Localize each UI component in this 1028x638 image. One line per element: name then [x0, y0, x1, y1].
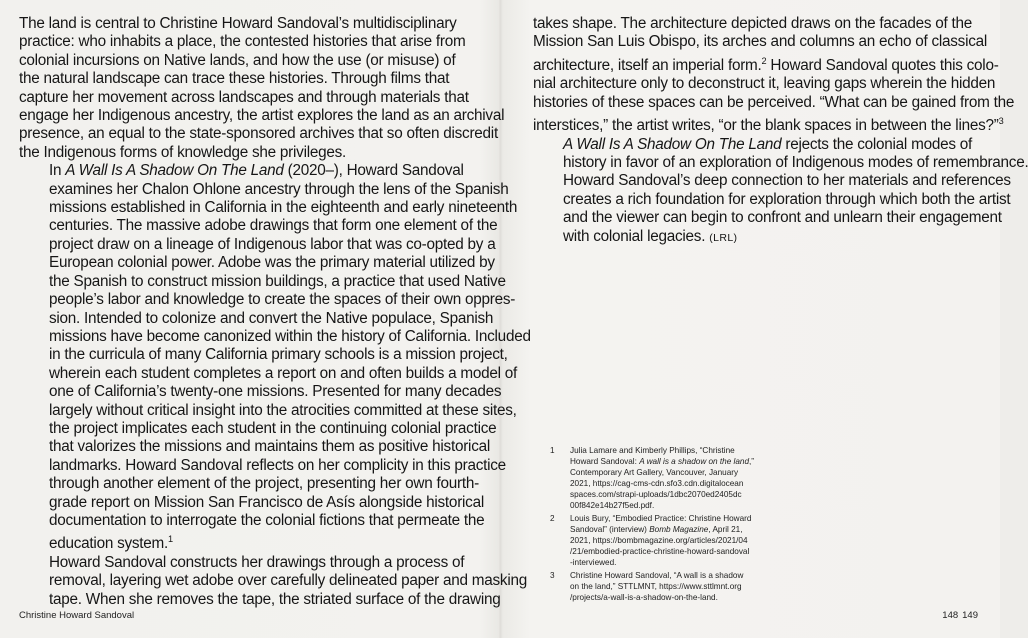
author-initials: (LRL): [709, 231, 738, 244]
text-line: the Spanish to construct mission buildings, a practice that used Native: [49, 272, 506, 290]
page-number-left: 148: [942, 610, 959, 621]
text-line: in the curricula of many California primary schools is a mission project,: [49, 346, 508, 364]
text-line: takes shape. The architecture depicted draws on the facades of the: [533, 15, 973, 32]
right-body-text: [533, 15, 1028, 247]
text-line: people’s labor and knowledge to create the spaces of their own oppres-: [49, 291, 516, 309]
text-line: architecture, itself an imperial form.$^2$ Howard Sandoval quotes this colo-: [533, 55, 999, 74]
text-line: engage her Indigenous ancestry, the artist explores the land as an archival: [19, 107, 505, 125]
text-line: with colonial legacies. (LRL): [563, 227, 738, 245]
footnote-line: 2021, https://bombmagazine.org/articles/2021/04: [570, 536, 748, 545]
footnote-number: 2: [550, 514, 555, 523]
text-line: grade report on Mission San Francisco de Asís alongside historical: [49, 493, 484, 511]
footnote-marker: 2: [761, 55, 767, 66]
footnote-text: [570, 570, 770, 603]
text-line: European colonial power. Adobe was the primary material utilized by: [49, 254, 495, 272]
text-line: missions have become canonized within the history of California. Included: [49, 327, 531, 345]
text-line: A Wall Is A Shadow On The Land rejects the colonial modes of: [563, 135, 973, 153]
footnote-line: Contemporary Art Gallery, Vancouver, January: [570, 468, 739, 477]
text-line: removal, layering wet adobe over carefully delineated paper and masking: [49, 572, 527, 590]
text-line: Howard Sandoval constructs her drawings through a process of: [49, 553, 465, 571]
footnote-text: [570, 513, 770, 568]
italic-title: A wall is a shadow on the land: [639, 457, 750, 466]
footnotes: [550, 445, 770, 605]
text-line: interstices,” the artist writes, “or the blank spaces in between the lines?”$^3$: [533, 116, 1004, 135]
paragraph: [19, 553, 527, 609]
left-body-text: [19, 15, 531, 609]
text-line: the Indigenous forms of knowledge she privileges.: [19, 143, 347, 161]
text-line: creates a rich foundation for exploration through which both the artist: [563, 190, 1011, 208]
footnote-line: Julia Lamare and Kimberly Phillips, “Christine: [570, 446, 735, 455]
text-line: Howard Sandoval’s deep connection to her materials and references: [563, 172, 1011, 190]
text-line: and the viewer can begin to confront and unlearn their engagement: [563, 209, 1002, 227]
text-line: nial architecture only to deconstruct it, leaving gaps wherein the hidden: [533, 75, 996, 93]
running-foot-author: Christine Howard Sandoval: [19, 610, 135, 621]
footnote-marker: 3: [998, 116, 1004, 127]
italic-title: Bomb Magazine: [649, 525, 709, 534]
footnote-marker: 1: [168, 534, 173, 545]
text-line: landmarks. Howard Sandoval reflects on her complicity in this practice: [49, 456, 506, 474]
paragraph: [533, 135, 1028, 247]
text-line: examines her Chalon Ohlone ancestry through the lens of the Spanish: [49, 180, 509, 198]
text-line: wherein each student completes a report on and often builds a model of: [49, 364, 518, 382]
footnote-number: 1: [550, 446, 555, 455]
text-line: tape. When she removes the tape, the striated surface of the drawing: [49, 590, 501, 608]
text-line: project draw on a lineage of Indigenous labor that was co-opted by a: [49, 235, 496, 253]
footnote-line: 00f842e14b27f5ed.pdf.: [570, 501, 655, 510]
footnote: [550, 570, 770, 603]
text-line: largely without critical insight into the atrocities committed at these sites,: [49, 401, 517, 419]
paragraph: [19, 162, 531, 554]
footnote-line: Louis Bury, “Embodied Practice: Christine Howard: [570, 514, 752, 523]
text-line: capture her movement across landscapes and through materials that: [19, 88, 469, 106]
footnote: [550, 513, 770, 568]
italic-title: A Wall Is A Shadow On The Land: [65, 162, 284, 180]
footnote-line: /21/embodied-practice-christine-howard-sandoval: [570, 547, 750, 556]
footnote-line: Christine Howard Sandoval, “A wall is a shadow: [570, 571, 744, 580]
footnote-number: 3: [550, 571, 555, 580]
text-line: missions established in California in the eighteenth and early nineteenth: [49, 199, 518, 217]
page-number-right: 149: [962, 610, 978, 621]
text-line: In A Wall Is A Shadow On The Land (2020–), Howard Sandoval: [49, 162, 464, 180]
text-line: education system.$^1$: [49, 534, 173, 553]
text-line: The land is central to Christine Howard Sandoval’s multidisciplinary: [19, 15, 457, 32]
text-line: one of California’s twenty-one missions. Presented for many decades: [49, 383, 502, 401]
footnote-line: on the land,” STTLMNT, https://www.sttlmnt.org: [570, 582, 742, 591]
text-line: the natural landscape can trace these histories. Through films that: [19, 70, 450, 88]
text-line: Mission San Luis Obispo, its arches and columns an echo of classical: [533, 33, 988, 51]
text-line: history in favor of an exploration of Indigenous modes of remembrance.: [563, 154, 1028, 172]
footnote-line: spaces.com/strapi-uploads/1dbc2070ed2405dc: [570, 490, 742, 499]
paragraph: [533, 15, 1015, 136]
text-line: centuries. The massive adobe drawings that form one element of the: [49, 217, 498, 235]
text-line: documentation to interrogate the colonial fictions that permeate the: [49, 511, 485, 529]
paragraph: [19, 15, 505, 162]
page-numbers: [942, 610, 978, 621]
text-line: histories of these spaces can be perceived. “What can be gained from the: [533, 93, 1015, 111]
footnote-line: -interviewed.: [570, 558, 617, 567]
footnote-line: Sandoval” (interview) Bomb Magazine, April 21,: [570, 525, 743, 534]
text-line: colonial incursions on Native lands, and how the use (or misuse) of: [19, 51, 456, 69]
footnote-line: Howard Sandoval: A wall is a shadow on the land,”: [570, 457, 755, 466]
text-line: practice: who inhabits a place, the contested histories that arise from: [19, 33, 466, 51]
text-line: presence, an equal to the state-sponsored archives that so often discredit: [19, 125, 498, 143]
text-line: through another element of the project, presenting her own fourth-: [49, 475, 479, 493]
footnote-text: [570, 445, 770, 511]
text-line: that valorizes the missions and maintains them as positive historical: [49, 438, 491, 456]
footnote: [550, 445, 770, 511]
right-page: [500, 0, 1028, 638]
italic-title: A Wall Is A Shadow On The Land: [563, 135, 782, 153]
footnote-line: /projects/a-wall-is-a-shadow-on-the-land.: [570, 593, 718, 602]
text-line: sion. Intended to colonize and convert the Native populace, Spanish: [49, 309, 494, 327]
text-line: the project implicates each student in the continuing colonial practice: [49, 419, 497, 437]
footnote-line: 2021, https://cag-cms-cdn.sfo3.cdn.digitalocean: [570, 479, 744, 488]
